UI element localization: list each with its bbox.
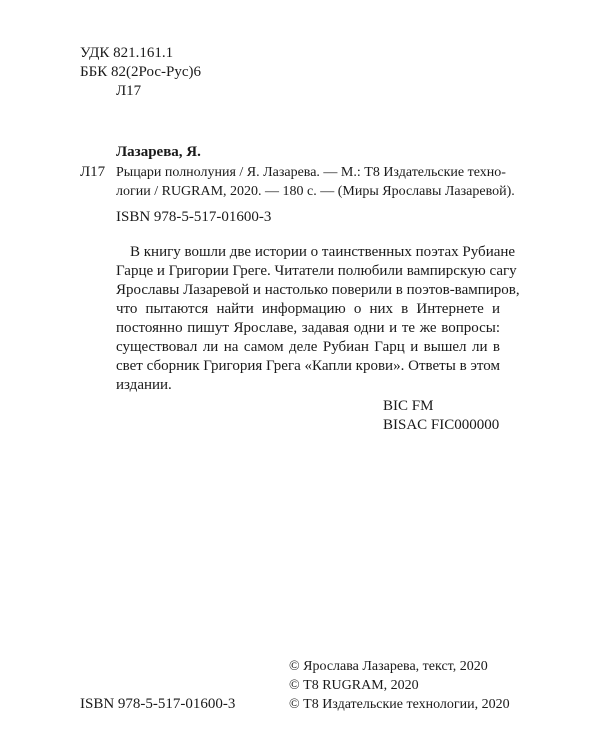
annotation-line: издании. — [116, 377, 172, 393]
annotation-line: свет сборник Григория Грега «Капли крови». Ответы в этом — [116, 358, 500, 374]
entry-cutter-code: Л17 — [80, 164, 106, 180]
annotation-line: Гарце и Григории Греге. Читатели полюбили вампирскую сагу — [116, 263, 517, 279]
udk-code: УДК 821.161.1 — [80, 45, 174, 61]
bisac-code: BISAC FIC000000 — [383, 417, 500, 433]
bibliographic-description — [116, 163, 515, 201]
biblio-line: Рыцари полнолуния / Я. Лазарева. — М.: Т8 Издательские техно- — [116, 165, 506, 180]
annotation-line: существовал ли на самом деле Рубиан Гарц и вышел ли в — [116, 339, 500, 355]
biblio-line: логии / RUGRAM, 2020. — 180 с. — (Миры Ярославы Лазаревой). — [116, 184, 515, 199]
isbn-entry: ISBN 978-5-517-01600-3 — [116, 209, 272, 225]
annotation-line: постоянно пишут Ярославе, задавая одни и те же вопросы: — [116, 320, 500, 336]
annotation-line: В книгу вошли две истории о таинственных поэтах Рубиане — [130, 244, 516, 260]
bbk-code: ББК 82(2Рос-Рус)6 — [80, 64, 201, 80]
copyright-line: © Т8 RUGRAM, 2020 — [289, 678, 419, 693]
copyright-line: © Ярослава Лазарева, текст, 2020 — [289, 659, 488, 674]
bic-code: BIC FM — [383, 398, 434, 414]
annotation-paragraph — [116, 243, 520, 395]
annotation-line: Ярославы Лазаревой и настолько поверили в поэтов-вампиров, — [116, 282, 520, 298]
copyright-line: © Т8 Издательские технологии, 2020 — [289, 697, 510, 712]
copyright-notices — [289, 657, 510, 714]
author-heading: Лазарева, Я. — [116, 144, 201, 160]
cutter-code: Л17 — [116, 83, 142, 99]
isbn-footer: ISBN 978-5-517-01600-3 — [80, 696, 236, 712]
annotation-line: что пытаются найти информацию о них в Интернете и — [116, 301, 500, 317]
subject-codes — [383, 397, 499, 435]
